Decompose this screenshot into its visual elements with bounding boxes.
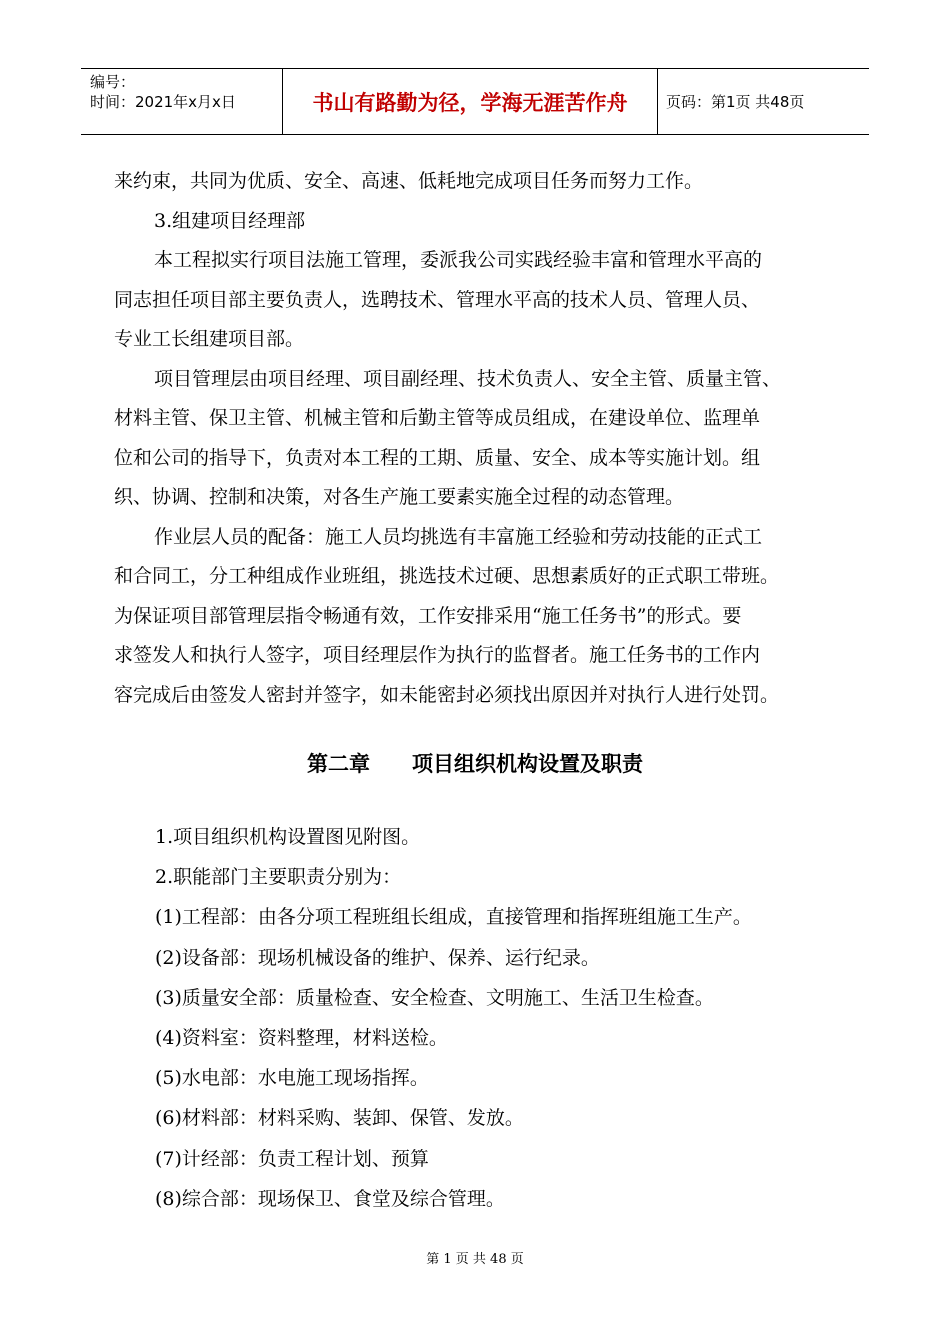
list-item: (6)材料部：材料采购、装卸、保管、发放。 (155, 1107, 524, 1130)
paragraph-line: 为保证项目部管理层指令畅通有效，工作安排采用“施工任务书”的形式。要 (114, 604, 742, 627)
paragraph-line: 同志担任项目部主要负责人，选聘技术、管理水平高的技术人员、管理人员、 (114, 288, 761, 311)
chapter-title: 项目组织机构设置及职责 (412, 752, 643, 776)
paragraph-line: 材料主管、保卫主管、机械主管和后勤主管等成员组成，在建设单位、监理单 (114, 407, 761, 429)
time-label: 时间：2021年x月x日 (90, 93, 236, 111)
paragraph-line: 专业工长组建项目部。 (114, 328, 305, 350)
list-item: (2)设备部：现场机械设备的维护、保养、运行纪录。 (155, 946, 600, 969)
section-heading: 3.组建项目经理部 (154, 209, 306, 232)
paragraph-line: 求签发人和执行人签字，项目经理层作为执行的监督者。施工任务书的工作内 (114, 644, 761, 666)
list-item: (4)资料室：资料整理，材料送检。 (155, 1027, 448, 1050)
paragraph-line: 位和公司的指导下，负责对本工程的工期、质量、安全、成本等实施计划。组 (114, 446, 761, 469)
paragraph-line: 项目管理层由项目经理、项目副经理、技术负责人、安全主管、质量主管、 (154, 367, 782, 390)
number-label: 编号： (90, 73, 136, 91)
page-header (81, 68, 869, 135)
list-item: 2.职能部门主要职责分别为： (155, 866, 402, 889)
chapter-heading (0, 748, 950, 778)
list-item: (3)质量安全部：质量检查、安全检查、文明施工、生活卫生检查。 (155, 986, 714, 1009)
list-item: 1.项目组织机构设置图见附图。 (155, 826, 421, 848)
chapter-number: 第二章 (307, 752, 370, 776)
paragraph-line: 来约束，共同为优质、安全、高速、低耗地完成项目任务而努力工作。 (114, 170, 704, 192)
list-item: (7)计经部：负责工程计划、预算 (155, 1147, 429, 1170)
header-motto: 书山有路勤为径，学海无涯苦作舟 (283, 69, 658, 134)
list-item: (8)综合部：现场保卫、食堂及综合管理。 (155, 1187, 505, 1210)
paragraph-line: 作业层人员的配备：施工人员均挑选有丰富施工经验和劳动技能的正式工 (154, 525, 763, 548)
list-item: (1)工程部：由各分项工程班组长组成，直接管理和指挥班组施工生产。 (155, 906, 752, 929)
list-item: (5)水电部：水电施工现场指挥。 (155, 1067, 429, 1090)
paragraph-line: 织、协调、控制和决策，对各生产施工要素实施全过程的动态管理。 (114, 486, 685, 508)
body-text (114, 162, 834, 715)
paragraph-line: 和合同工，分工种组成作业班组，挑选技术过硬、思想素质好的正式职工带班。 (114, 565, 780, 587)
header-page-info: 页码：第1页 共48页 (666, 93, 805, 111)
header-meta (81, 69, 283, 134)
page-footer: 第 1 页 共 48 页 (426, 1252, 524, 1267)
paragraph-line: 本工程拟实行项目法施工管理，委派我公司实践经验丰富和管理水平高的 (154, 249, 763, 271)
duties-list (155, 817, 855, 1219)
paragraph-line: 容完成后由签发人密封并签字，如未能密封必须找出原因并对执行人进行处罚。 (114, 683, 780, 706)
